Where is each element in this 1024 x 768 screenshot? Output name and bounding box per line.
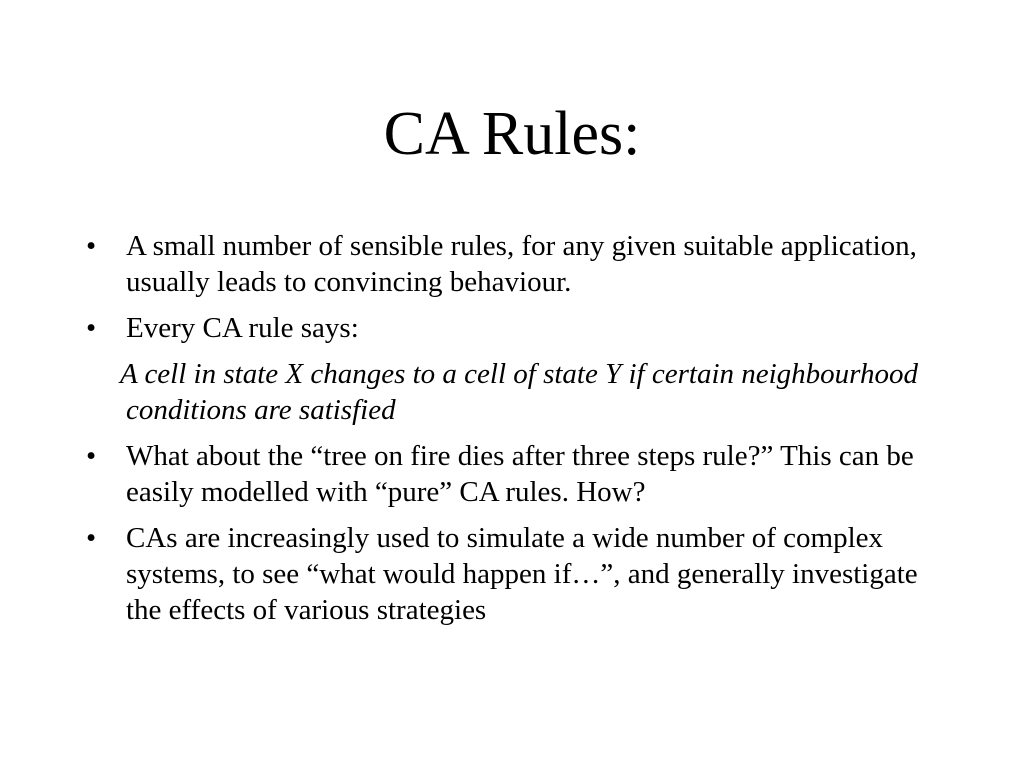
bullet-text: What about the “tree on fire dies after three steps rule?” This can be easily modelled with “pure” CA rules. How?	[126, 440, 914, 508]
bullet-text: CAs are increasingly used to simulate a wide number of complex systems, to see “what would happen if…”, and generally investigate the effects of various strategies	[126, 522, 918, 626]
bullet-icon: •	[86, 522, 97, 554]
bullet-item-1	[86, 228, 926, 300]
bullet-icon: •	[86, 440, 97, 472]
bullet-icon: •	[86, 230, 97, 262]
bullet-item-2	[86, 310, 926, 346]
quote-text: A cell in state X changes to a cell of state Y if certain neighbourhood conditions are satisfied	[120, 358, 918, 426]
bullet-text: Every CA rule says:	[126, 312, 359, 344]
bullet-text: A small number of sensible rules, for any given suitable application, usually leads to convincing behaviour.	[126, 230, 917, 298]
bullet-icon: •	[86, 312, 97, 344]
bullet-item-4	[86, 520, 926, 628]
bullet-list	[86, 228, 926, 638]
slide-title: CA Rules:	[383, 100, 641, 168]
bullet-item-3	[86, 438, 926, 510]
rule-quote	[86, 356, 926, 428]
